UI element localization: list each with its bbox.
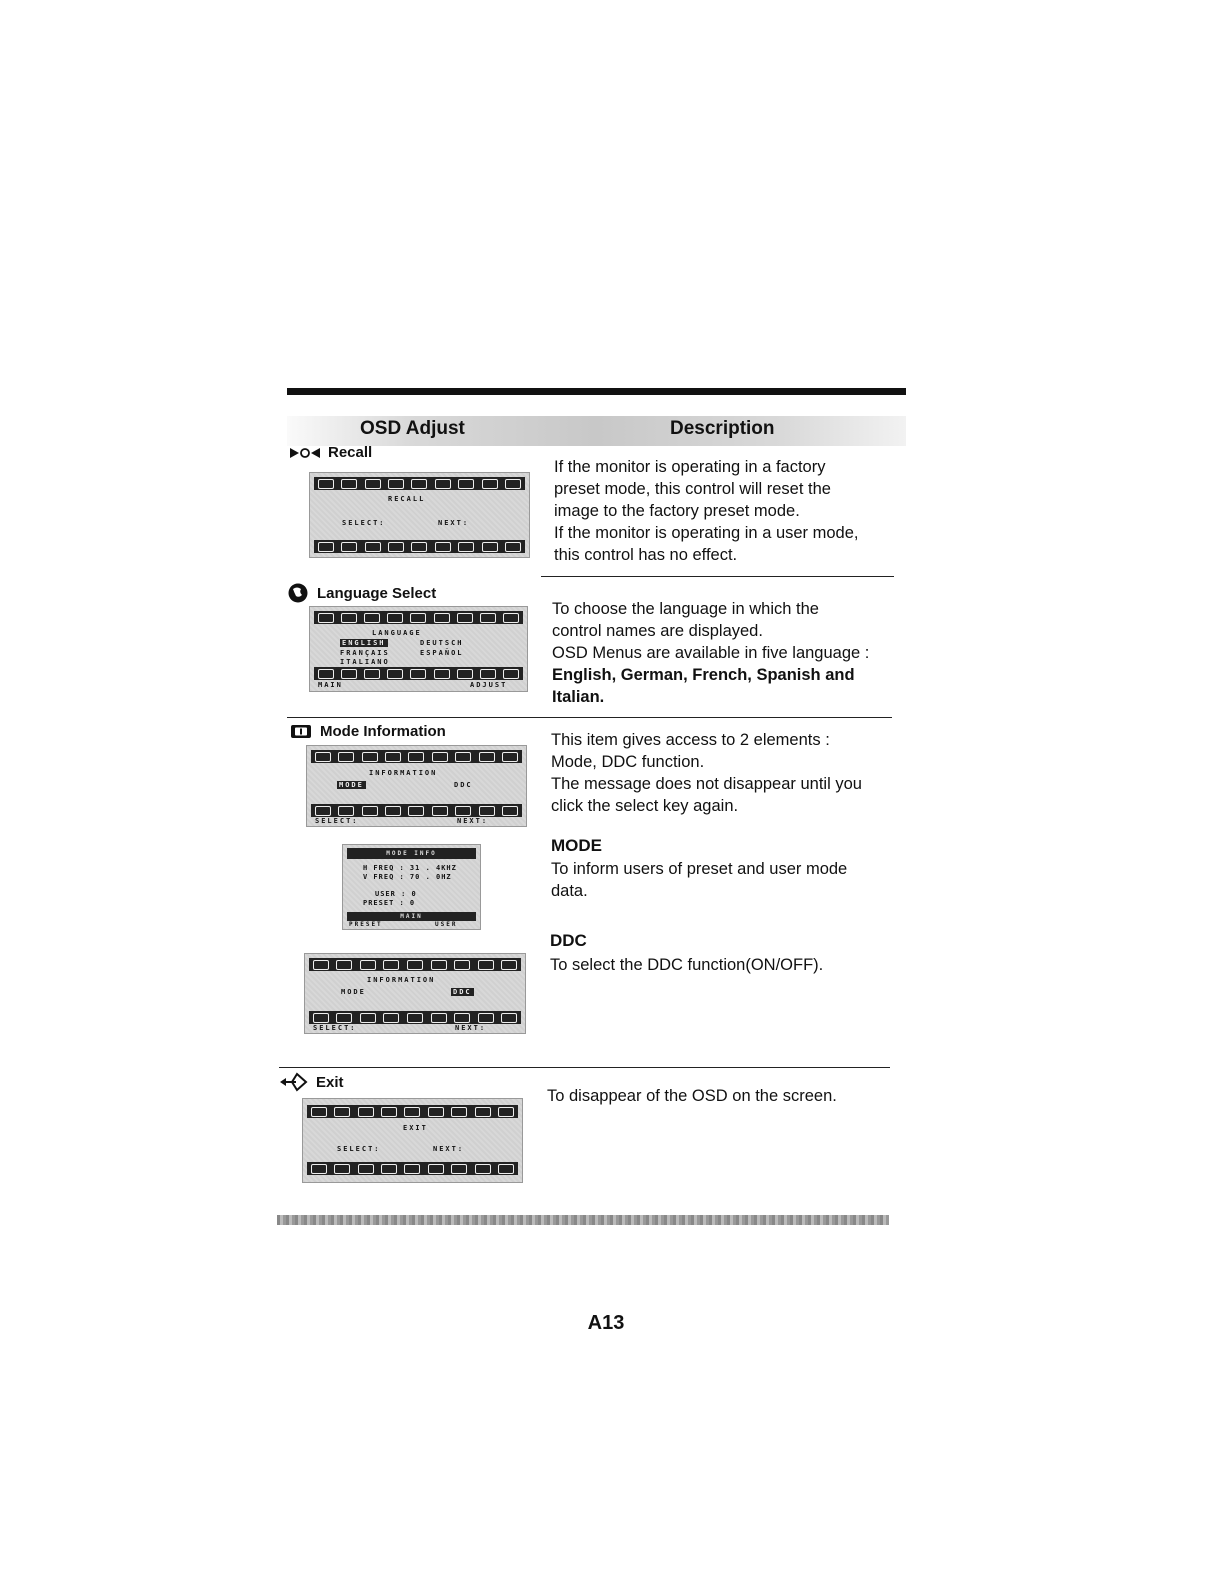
osd-main-label: MAIN: [318, 681, 343, 689]
recall-description: [554, 456, 899, 566]
mode-info-desc-line: This item gives access to 2 elements :: [551, 731, 830, 749]
mode-info-desc-line: The message does not disappear until you: [551, 775, 862, 793]
osd-recall-label: RECALL: [388, 495, 426, 503]
osd-language-label: LANGUAGE: [372, 629, 422, 637]
exit-title: [280, 1072, 344, 1092]
mode-info-desc-line: click the select key again.: [551, 797, 739, 815]
osd-mode-option: MODE: [339, 781, 364, 789]
language-title: [287, 582, 436, 604]
osd-top-icon-bar: [314, 477, 525, 490]
osd-vfreq: V FREQ : 70 . 0HZ: [363, 873, 452, 881]
recall-desc-line: this control has no effect.: [554, 546, 738, 564]
recall-title-text: Recall: [328, 444, 373, 461]
language-desc-bold-line: English, German, French, Spanish and: [552, 666, 855, 684]
mode-info-main-bar: [347, 912, 476, 921]
language-osd-screen: [309, 606, 528, 692]
osd-top-icon-bar: [309, 958, 521, 971]
osd-next-label: NEXT:: [438, 519, 470, 527]
osd-option-francais: FRANÇAIS: [340, 649, 390, 657]
language-title-text: Language Select: [317, 584, 437, 602]
language-desc-bold-line: Italian.: [552, 688, 605, 706]
recall-desc-line: If the monitor is operating in a user mode,: [554, 524, 859, 542]
mode-info-title-bar: [347, 848, 476, 859]
ddc-subheading: DDC: [550, 931, 587, 950]
recall-osd-screen: [309, 472, 530, 558]
section-divider: [287, 717, 892, 718]
osd-mode-option: MODE: [341, 988, 366, 996]
mode-description: [551, 858, 896, 902]
osd-information-label: INFORMATION: [367, 976, 436, 984]
mode-info-box-title: MODE INFO: [386, 850, 437, 857]
osd-next-label: NEXT:: [455, 1024, 487, 1032]
section-divider: [279, 1067, 890, 1068]
language-desc-line: To choose the language in which the: [552, 600, 819, 618]
osd-select-label: SELECT:: [313, 1024, 357, 1032]
globe-icon: [287, 582, 309, 604]
osd-top-icon-bar: [311, 750, 522, 763]
osd-top-icon-bar: [307, 1105, 518, 1118]
mode-info-title: [290, 723, 446, 740]
mode-info-osd-screen: [306, 745, 527, 827]
mode-info-desc-line: Mode, DDC function.: [551, 753, 705, 771]
exit-osd-screen: [302, 1098, 523, 1183]
osd-bottom-icon-bar: [311, 804, 522, 817]
osd-option-espanol: ESPAÑOL: [420, 649, 464, 657]
osd-option-english: ENGLISH: [342, 639, 386, 647]
osd-preset-nav: PRESET: [349, 921, 383, 928]
language-description: [552, 598, 902, 708]
recall-icon: [290, 447, 320, 459]
column-header-description: Description: [670, 418, 775, 439]
ddc-description: To select the DDC function(ON/OFF).: [550, 956, 824, 974]
column-header-osd-adjust: OSD Adjust: [360, 418, 465, 439]
osd-adjust-label: ADJUST: [470, 681, 508, 689]
osd-top-icon-bar: [314, 611, 523, 624]
osd-preset: PRESET : 0: [363, 899, 416, 907]
language-desc-line: OSD Menus are available in five language :: [552, 644, 870, 662]
osd-bottom-icon-bar: [314, 667, 523, 680]
exit-title-text: Exit: [316, 1073, 344, 1091]
osd-exit-label: EXIT: [403, 1124, 428, 1132]
exit-description: To disappear of the OSD on the screen.: [547, 1087, 837, 1105]
info-icon: [290, 724, 312, 739]
mode-desc-line: To inform users of preset and user mode: [551, 860, 848, 878]
exit-icon: [280, 1072, 308, 1092]
section-divider: [541, 576, 894, 577]
top-rule: [287, 388, 906, 395]
mode-info-detail-screen: [342, 844, 481, 930]
mode-info-description: [551, 729, 896, 817]
osd-user: USER : 0: [375, 890, 417, 898]
osd-information-label: INFORMATION: [369, 769, 438, 777]
osd-select-label: SELECT:: [315, 817, 359, 825]
osd-bottom-icon-bar: [309, 1011, 521, 1024]
language-desc-line: control names are displayed.: [552, 622, 763, 640]
osd-option-italiano: ITALIANO: [340, 658, 390, 666]
osd-next-label: NEXT:: [433, 1145, 465, 1153]
osd-ddc-option: DDC: [454, 781, 473, 789]
ddc-osd-screen: [304, 953, 526, 1034]
recall-title: [290, 444, 372, 461]
mode-desc-line: data.: [551, 882, 588, 900]
osd-bottom-icon-bar: [314, 540, 525, 553]
osd-option-deutsch: DEUTSCH: [420, 639, 464, 647]
recall-desc-line: If the monitor is operating in a factory: [554, 458, 826, 476]
recall-desc-line: image to the factory preset mode.: [554, 502, 800, 520]
osd-ddc-option: DDC: [453, 988, 472, 996]
footer-band: [277, 1215, 889, 1225]
osd-bottom-icon-bar: [307, 1162, 518, 1175]
osd-select-label: SELECT:: [342, 519, 386, 527]
osd-user-nav: USER: [435, 921, 458, 928]
mode-subheading: MODE: [551, 836, 602, 855]
page-number: A13: [587, 1312, 625, 1334]
osd-next-label: NEXT:: [457, 817, 489, 825]
osd-hfreq: H FREQ : 31 . 4KHZ: [363, 864, 457, 872]
mode-info-title-text: Mode Information: [320, 723, 446, 740]
recall-desc-line: preset mode, this control will reset the: [554, 480, 831, 498]
osd-select-label: SELECT:: [337, 1145, 381, 1153]
osd-main-label: MAIN: [400, 913, 423, 920]
